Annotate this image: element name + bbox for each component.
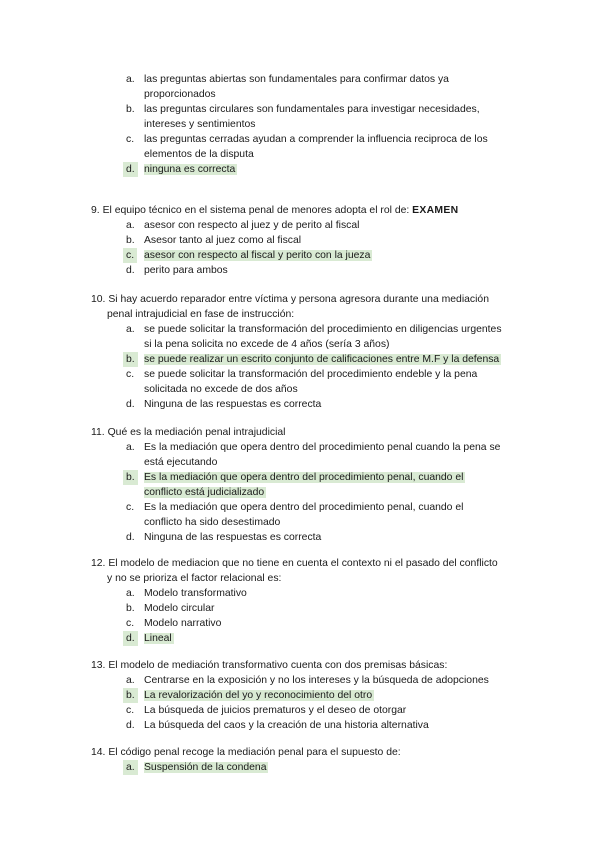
option-highlighted: [91, 470, 531, 500]
options-list: [91, 760, 531, 775]
question-14: [91, 745, 531, 775]
question-text: Qué es la mediación penal intrajudicial: [107, 427, 286, 438]
option-letter: c.: [126, 618, 135, 629]
option-letter: b.: [123, 352, 138, 367]
option-text: Ninguna de las respuestas es correcta: [144, 399, 322, 410]
question-text: Si hay acuerdo reparador entre víctima y persona agresora durante una mediación: [108, 294, 489, 305]
option-text: las preguntas cerradas ayudan a comprender la influencia reciproca de los: [144, 134, 488, 145]
option-letter: d.: [126, 720, 135, 731]
option: [91, 586, 531, 601]
option-highlighted: [91, 760, 531, 775]
question-text-line: [91, 292, 531, 307]
option: [91, 218, 531, 233]
option-text: Centrarse en la exposición y no los intereses y la búsqueda de adopciones: [144, 675, 489, 686]
option-letter: c.: [126, 705, 135, 716]
option: [91, 530, 531, 545]
question-number: 10.: [91, 294, 106, 305]
options-list: [91, 586, 531, 646]
option-letter: d.: [123, 162, 138, 177]
option-text: solicitada no excede de dos años: [144, 384, 298, 395]
question-text-line: [91, 745, 531, 760]
option-text: Lineal: [144, 633, 172, 644]
question-text: y no se prioriza el factor relacional es:: [107, 573, 282, 584]
option-letter: d.: [126, 399, 135, 410]
option-highlighted: [91, 688, 531, 703]
option: [91, 703, 531, 718]
option: [91, 233, 531, 248]
option-text: La revalorización del yo y reconocimiento del otro: [144, 690, 373, 701]
option-letter: d.: [126, 265, 135, 276]
question-text-line: [91, 658, 531, 673]
option-highlighted: [91, 352, 531, 367]
question-number: 14.: [91, 747, 106, 758]
question-text: penal intrajudicial en fase de instrucción:: [107, 309, 295, 320]
question-text-line: [91, 425, 531, 440]
options-list: [91, 218, 531, 278]
option-text: Es la mediación que opera dentro del procedimiento penal, cuando el: [144, 472, 464, 483]
option-text: asesor con respecto al juez y de perito al fiscal: [144, 220, 360, 231]
option-letter: a.: [126, 588, 135, 599]
option-highlighted: [91, 248, 531, 263]
option-text: Modelo narrativo: [144, 618, 222, 629]
option-text: asesor con respecto al fiscal y perito con la jueza: [144, 250, 371, 261]
option-letter: d.: [123, 631, 138, 646]
option-text: La búsqueda del caos y la creación de una historia alternativa: [144, 720, 429, 731]
option-letter: a.: [126, 220, 135, 231]
option: [91, 616, 531, 631]
option-letter: b.: [126, 603, 135, 614]
option: [91, 72, 531, 102]
option-text: está ejecutando: [144, 457, 218, 468]
question-text: El modelo de mediacion que no tiene en cuenta el contexto ni el pasado del conflicto: [108, 558, 498, 569]
option-text: perito para ambos: [144, 265, 228, 276]
option-text: elementos de la disputa: [144, 149, 254, 160]
option: [91, 322, 531, 352]
option-highlighted: [91, 631, 531, 646]
question-text: El modelo de mediación transformativo cuenta con dos premisas básicas:: [108, 660, 448, 671]
question-13: [91, 658, 531, 733]
options-list: [91, 440, 531, 545]
question-number: 11.: [91, 427, 105, 438]
options-list: [91, 72, 531, 177]
question-number: 9.: [91, 205, 100, 216]
option: [91, 397, 531, 412]
option-highlighted: [91, 162, 531, 177]
option-text: Es la mediación que opera dentro del procedimiento penal, cuando el: [144, 502, 464, 513]
options-list: [91, 673, 531, 733]
question-number: 13.: [91, 660, 106, 671]
option-letter: a.: [126, 324, 135, 335]
option-text: se puede solicitar la transformación del procedimiento en diligencias urgentes: [144, 324, 502, 335]
option: [91, 601, 531, 616]
option: [91, 500, 531, 530]
question-number: 12.: [91, 558, 106, 569]
option-letter: a.: [126, 442, 135, 453]
option-text: conflicto ha sido desestimado: [144, 517, 281, 528]
option-text: las preguntas abiertas son fundamentales para confirmar datos ya: [144, 74, 449, 85]
option-text: Modelo transformativo: [144, 588, 247, 599]
option-text: se puede solicitar la transformación del procedimiento endeble y la pena: [144, 369, 478, 380]
option-text: Suspensión de la condena: [144, 762, 267, 773]
option-letter: b.: [126, 235, 135, 246]
option: [91, 673, 531, 688]
option-text: se puede realizar un escrito conjunto de calificaciones entre M.F y la defensa: [144, 354, 500, 365]
question-text-line: [91, 307, 531, 322]
option-text: ninguna es correcta: [144, 164, 236, 175]
option-letter: c.: [123, 248, 137, 263]
option-letter: b.: [123, 470, 138, 485]
options-list: [91, 322, 531, 412]
option-letter: c.: [126, 134, 135, 145]
option-text: conflicto está judicializado: [144, 487, 265, 498]
question-text: El equipo técnico en el sistema penal de menores adopta el rol de:: [102, 205, 410, 216]
question-11: [91, 425, 531, 545]
option-text: si la pena solicita no excede de 4 años (sería 3 años): [144, 339, 390, 350]
question-text: El código penal recoge la mediación penal para el supuesto de:: [108, 747, 401, 758]
option-text: La búsqueda de juicios prematuros y el deseo de otorgar: [144, 705, 407, 716]
option-text: Asesor tanto al juez como al fiscal: [144, 235, 302, 246]
question-text-line: [91, 571, 531, 586]
option: [91, 718, 531, 733]
option: [91, 440, 531, 470]
option-letter: d.: [126, 532, 135, 543]
option-text: Ninguna de las respuestas es correcta: [144, 532, 322, 543]
option-letter: b.: [123, 688, 138, 703]
option-letter: b.: [126, 104, 135, 115]
option-letter: a.: [126, 675, 135, 686]
question-9: [91, 203, 531, 278]
option-text: proporcionados: [144, 89, 216, 100]
option: [91, 263, 531, 278]
option-text: Es la mediación que opera dentro del procedimiento penal cuando la pena se: [144, 442, 501, 453]
option: [91, 367, 531, 397]
question-continued: [91, 72, 531, 177]
option: [91, 132, 531, 162]
option: [91, 102, 531, 132]
option-letter: c.: [126, 369, 135, 380]
question-text-line: [91, 556, 531, 571]
question-text-line: [91, 203, 531, 218]
option-letter: a.: [126, 74, 135, 85]
option-letter: c.: [126, 502, 135, 513]
option-text: intereses y sentimientos: [144, 119, 256, 130]
question-12: [91, 556, 531, 646]
question-10: [91, 292, 531, 412]
exam-tag: EXAMEN: [412, 205, 459, 216]
option-letter: a.: [123, 760, 138, 775]
option-text: las preguntas circulares son fundamentales para investigar necesidades,: [144, 104, 480, 115]
option-text: Modelo circular: [144, 603, 215, 614]
